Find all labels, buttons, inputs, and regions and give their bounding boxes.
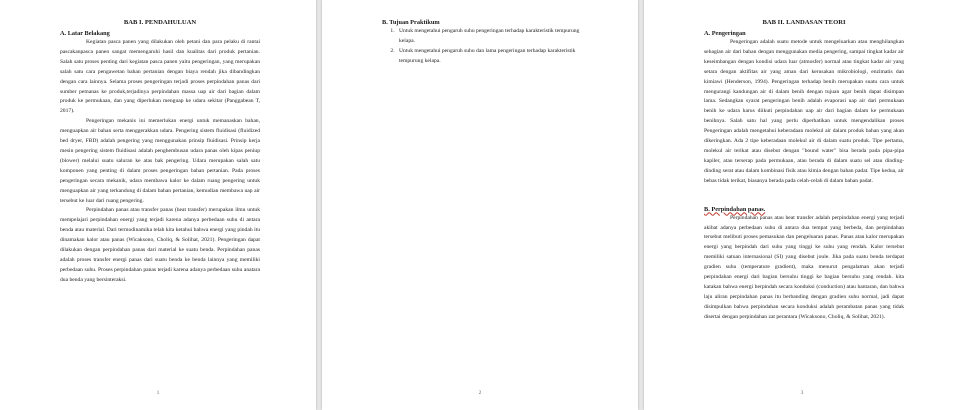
section-heading: A. Latar Belakang	[60, 30, 110, 37]
document-page-3	[644, 0, 960, 410]
section-heading: B. Tujuan Praktikum	[382, 19, 440, 26]
paragraph: Perpindahan panas atau transfer panas (heat transfer) merupakan ilmu untuk mempelajari perpindahan energi yang terjadi karena adanya perbedaan suhu di antara benda atau material. Dari termodinamika telah kita ketahui bahwa energi yang pindah itu dinamakan kalor atau panas (Wicaksono, Choliq, & Solihat, 2021). Pengeringan dapat dilakukan dengan perpindahan panas dari material ke suatu benda. Perpindahan panas adalah proses transfer energi panas dari suatu benda ke benda lainnya yang memiliki perbedaan suhu. Proses perpindahan panas terjadi karena adanya perbedaan suhu anatara dua benda yang bersinteraksi.	[60, 207, 260, 283]
objectives-list	[382, 27, 582, 67]
document-page-2	[322, 0, 638, 410]
page-number: 1	[156, 390, 160, 396]
page-1-content	[60, 18, 260, 286]
section-heading: B. Perpindahan panas.	[704, 205, 766, 213]
chapter-title: BAB I. PENDAHULUAN	[123, 19, 197, 26]
paragraph: Pengeringan adalah suatu metode untuk mengeluarkan atau menghilangkan sebagian air dari bahan dengan menggunakan media pengering, sampai tingkat kadar air keseimbangan dengan kondisi udara luar (atmosfer) normal atau tingkat kadar air yang setara dengan aktifitas air yang aman dari kerusakan mikrobiologi, enzimatis dan kimiawi (Henderson, 1994). Pengeringan terhadap benih merupakan suatu cara untuk mengurangi kandungan air di dalam benih dengan tujuan agar benih dapat disimpan lama. Sedangkan syarat pengeringan benih adalah evaporasi uap air dari permukaan benih ke udara harus diikuti perpindahan uap air dari bagian dalam ke permukaan benihnya. Salah satu hal yang perlu diperhatikan untuk mengendalikan proses Pengeringan adalah mengetahui keberadaan molekul air dalam produk bahan yang akan dikeringkan. Ada 2 tipe keberadaan molekul air di dalam suatu produk. Tipe pertama, molekul air terikat atau disebut dengan "bound water" bisa berada pada pipa-pipa kapiler, atau terserap pada permukaan, atau berada di dalam suatu sel atau dinding-dinding serat atau dalam kombinasi fisik atau kimia dengan bahan padat. Tipe kedua, air bebas tidak terikat, biasanya berada pada celah-celah di dalam bahan padat.	[704, 39, 904, 184]
page-number: 3	[800, 390, 804, 396]
list-item: 2. Untuk mengetahui pengaruh suhu dan lama pengeringan terhadap karakteristik tempurung kelapa.	[396, 47, 582, 67]
chapter-title: BAB II. LANDASAN TEORI	[762, 19, 846, 26]
page-2-content	[382, 18, 582, 67]
paragraph: Perpindahan panas atau heat transfer adalah perpindahan energi yang terjadi akibat adanya perbedaan suhu di antara dua tempat yang berbeda, dan perpindahan tersebut melibuti proses pemasukan dan pengeluaran panas. Panas atau kalor merupakan energi yang berpindah dari suhu yang tinggi ke suhu yang rendah. Kalor tersebut memiliki satuan internasional (SI) yang disebut joule. Jika pada suatu benda terdapat gradien suhu (temperature gradient), maka menurut pengalaman akan terjadi perpindahan energi dari bagian bersuhu tinggi ke bagian bersuhu yang rendah. kita katakan bahwa energi berpindah secara konduksi (conduction) atau hantaran, dan bahwa laju aliran perpindahan panas itu berbanding dengan gradien suhu normal, jadi dapat disimpulkan bahwa perpindahan secara konduksi adalah perambatan panas yang tidak disertai dengan perpindahan zat perantara (Wicaksono, Choliq, & Solihat, 2021).	[704, 214, 904, 320]
section-heading: A. Pengeringan	[704, 30, 746, 37]
document-page-1	[0, 0, 316, 410]
page-number: 2	[478, 390, 482, 396]
paragraph: Kegiatan pasca panen yang dilakukan oleh petani dan para pelaku di rantai pascakanpasca panen sangat memengaruhi hasil dan kualitas dari produk pertanian. Salah satu proses penting dari kegiatan pasca panen yaitu pengeringan, yang merupakan salah satu cara pengawetan bahan pertanian dengan biaya rendah jika dibandingkan dengan cara lainnya. Selama proses pengeringan terjadi proses perpindahan panas dari sumber pemanas ke produk,terjadinya perpindahan massa uap air dari bagian dalam produk ke permukaan, dan yang diperlukan menguap ke udara sekitar (Panggabean T, 2017).	[60, 39, 260, 115]
list-item: 1. Untuk mengetahui pengaruh suhu pengeringan terhadap karakteristik tempurung kelapa.	[396, 27, 582, 47]
paragraph: Pengeringan mekanis ini memerlukan energi untuk memanaskan bahan, menguapkan air bahan serta menggerakkan udara. Pengering sistem fluidisasi (fluidized bed dryer, FBD) adalah pengering yang menggunakan prinsip fluidisasi. Prinsip kerja mesin pengering sistem fluidisasi adalah penghembusan udara panas oleh kipas peniup (blower) melalui suatu saluran ke atas bak pengering. Udara merupakan salah satu komponen yang penting di dalam proses pengeringan bahan pertanian. Pada proses pengeringan secara mekanik, udara membawa kalor ke dalam ruang pengering untuk menguapkan air yang terkandung di dalam bahan pertanian, kemudian membawa uap air tersebut ke luar dari ruang pengering.	[60, 118, 260, 204]
page-3-content	[704, 18, 904, 323]
